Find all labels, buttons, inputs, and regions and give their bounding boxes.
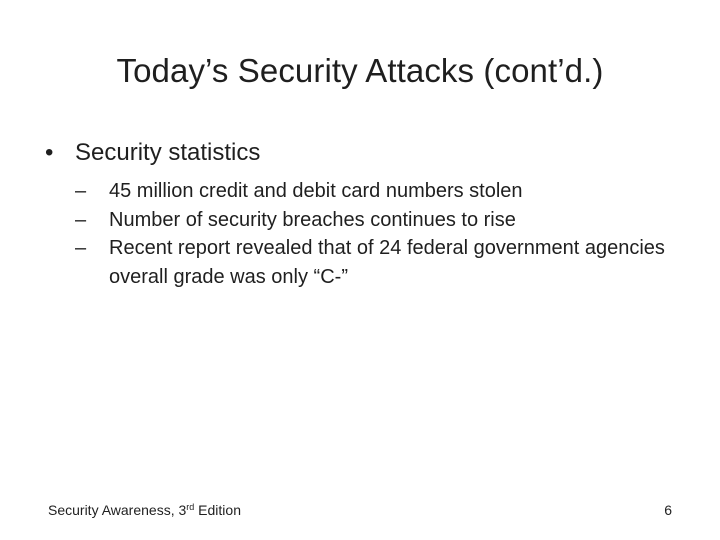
sub-bullet-text: Number of security breaches continues to rise [109,208,516,231]
footer-book-prefix: Security Awareness, 3 [48,502,187,518]
sub-bullet-item [75,234,695,291]
bullet-text: Security statistics [75,139,261,166]
sub-bullet-text: 45 million credit and debit card numbers stolen [109,180,523,202]
sub-bullet-item [75,177,695,206]
page-number: 6 [664,502,672,518]
footer-book-suffix: Edition [194,502,241,518]
sub-bullet-dash: – [75,180,87,202]
footer-edition-superscript: rd [186,502,195,512]
sub-bullet-dash: – [75,208,87,231]
bullet-mark: • [45,139,54,166]
sub-bullet-list [75,177,695,291]
sub-bullet-text: Recent report revealed that of 24 federal government agencies overall grade was only “C-” [109,237,665,288]
sub-bullet-item [75,206,695,235]
footer-book-title [48,502,241,518]
sub-bullet-dash: – [75,237,87,259]
slide-title: Today’s Security Attacks (cont’d.) [116,52,604,89]
bullet-item [45,139,260,167]
